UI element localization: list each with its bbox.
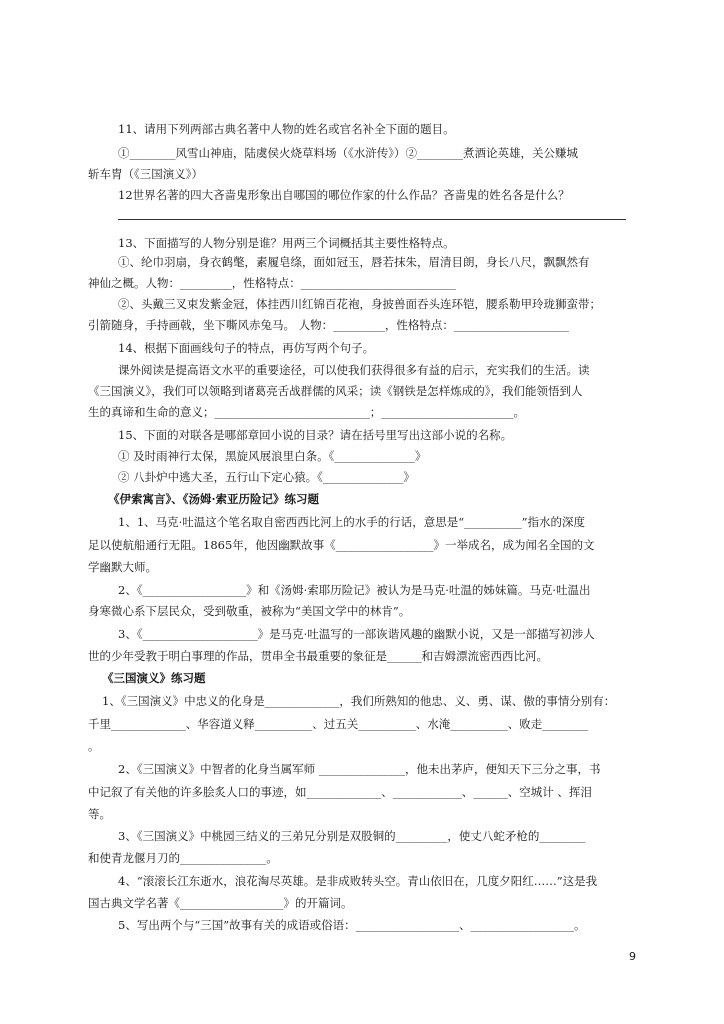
sanguo-q1-line-1: 1、《三国演义》中忠义的化身是_____________，我们所熟知的他忠、义、勇、谋、傲的事情分别有： <box>102 694 616 708</box>
question-14-line-2: 课外阅读是提高语文水平的重要途径，可以使我们获得很多有益的启示，充实我们的生活。读 <box>118 363 590 377</box>
twain-q3-line-1: 3、《____________________》是马克·吐温写的一部诙谐风趣的幽默小说，又是一部描写初涉人 <box>118 627 595 641</box>
sanguo-q3-line-1: 3、《三国演义》中桃园三结义的三弟兄分别是双股铜的_________，使丈八蛇矛枪的________ <box>118 829 586 843</box>
question-15-line-2: ① 及时雨神行太保，黑旋风展浪里白条。《______________》 <box>118 449 427 463</box>
page-number: 9 <box>629 950 636 963</box>
twain-q1-line-2: 足以使航船通行无阻。1865年，他因幽默故事《_________________》一举成名，成为闻名全国的文 <box>88 538 595 552</box>
twain-q1-line-1: 1、1、马克·吐温这个笔名取自密西西比河上的水手的行话，意思是“__________”指水的深度 <box>118 515 586 529</box>
section-heading-sanguo: 《三国演义》练习题 <box>102 671 206 685</box>
sanguo-q2-line-3: 等。 <box>88 807 111 821</box>
question-13-line-3: 神仙之概。人物：_________，性格特点：___________________________ <box>88 276 456 290</box>
twain-q3-line-2: 世的少年受教于明白事理的作品，贯串全书最重要的象征是______和吉姆漂流密西西比河。 <box>88 649 548 663</box>
sanguo-q4-line-1: 4、“滚滚长江东逝水，浪花淘尽英雄。是非成败转头空。青山依旧在，几度夕阳红……”这是我 <box>118 874 598 888</box>
sanguo-q1-line-3: 。 <box>88 739 100 753</box>
sanguo-q5-line-1: 5、写出两个与“三国”故事有关的成语或俗语：__________________、__________________。 <box>118 918 586 932</box>
question-11-line-3: 斩车胄（《三国演义》） <box>88 167 203 181</box>
twain-q2-line-2: 身寒微心系下层民众，受到敬重，被称为“美国文学中的林肯”。 <box>88 604 411 618</box>
sanguo-q3-line-2: 和使青龙偃月刀的_______________。 <box>88 851 278 865</box>
question-11-line-1: 11、请用下列两部古典名著中人物的姓名或官名补全下面的题目。 <box>118 122 455 136</box>
answer-rule <box>118 219 626 220</box>
question-13-line-1: 13、下面描写的人物分别是谁？用两三个词概括其主要性格特点。 <box>118 236 455 250</box>
question-15-line-1: 15、下面的对联各是哪部章回小说的目录？请在括号里写出这部小说的名称。 <box>118 428 513 442</box>
question-14-line-1: 14、根据下面画线句子的特点，再仿写两个句子。 <box>118 341 375 355</box>
sanguo-q4-line-2: 国古典文学名著《__________________》的开篇词。 <box>88 896 353 910</box>
question-13-line-5: 引箭随身，手持画戟，坐下嘶风赤兔马。 人物：_________，性格特点：____________________ <box>88 318 569 332</box>
twain-q2-line-1: 2、《__________________》和《汤姆·索耶历险记》被认为是马克·吐温的姊妹篇。马克·吐温出 <box>118 583 591 597</box>
question-14-line-3: 《三国演义》，我们可以领略到诸葛亮舌战群儒的风采；读《钢铁是怎样炼成的》，我们能领悟到人 <box>88 384 583 398</box>
section-heading-twain: 《伊索寓言》、《汤姆·索亚历险记》练习题 <box>108 492 320 506</box>
question-14-line-4: 生的真谛和生命的意义；___________________________；_______________________。 <box>88 405 525 419</box>
question-15-line-3: ② 八卦炉中逃大圣，五行山下定心猿。《______________》 <box>118 470 415 484</box>
twain-q1-line-3: 学幽默大师。 <box>88 560 157 574</box>
question-11-line-2: ①________风雪山神庙，陆虞侯火烧草料场（《水浒传》）②________煮酒论英雄，关公赚城 <box>118 146 578 160</box>
question-13-line-4: ②、头戴三叉束发紫金冠，体挂西川红锦百花袍，身披兽面吞头连环铠，腰系勒甲玲珑狮蛮带； <box>118 297 601 311</box>
question-13-line-2: ①、纶巾羽扇，身衣鹤氅，素履皂绦，面如冠玉，唇若抹朱，眉清目朗，身长八尺，飘飘然有 <box>118 255 590 269</box>
sanguo-q2-line-1: 2、《三国演义》中智者的化身当属军师 _______________，他未出茅庐，便知天下三分之事，书 <box>118 762 601 776</box>
question-12-line-1: 12世界名著的四大吝啬鬼形象出自哪国的哪位作家的什么作品？吝啬鬼的姓名各是什么？ <box>118 188 570 202</box>
sanguo-q1-line-2: 千里_____________、华容道义释__________、过五关__________、水淹__________、败走________ <box>88 717 589 731</box>
sanguo-q2-line-2: 中记叙了有关他的许多脍炙人口的事迹，如_____________、____________、______、空城计 、挥泪 <box>88 785 592 799</box>
